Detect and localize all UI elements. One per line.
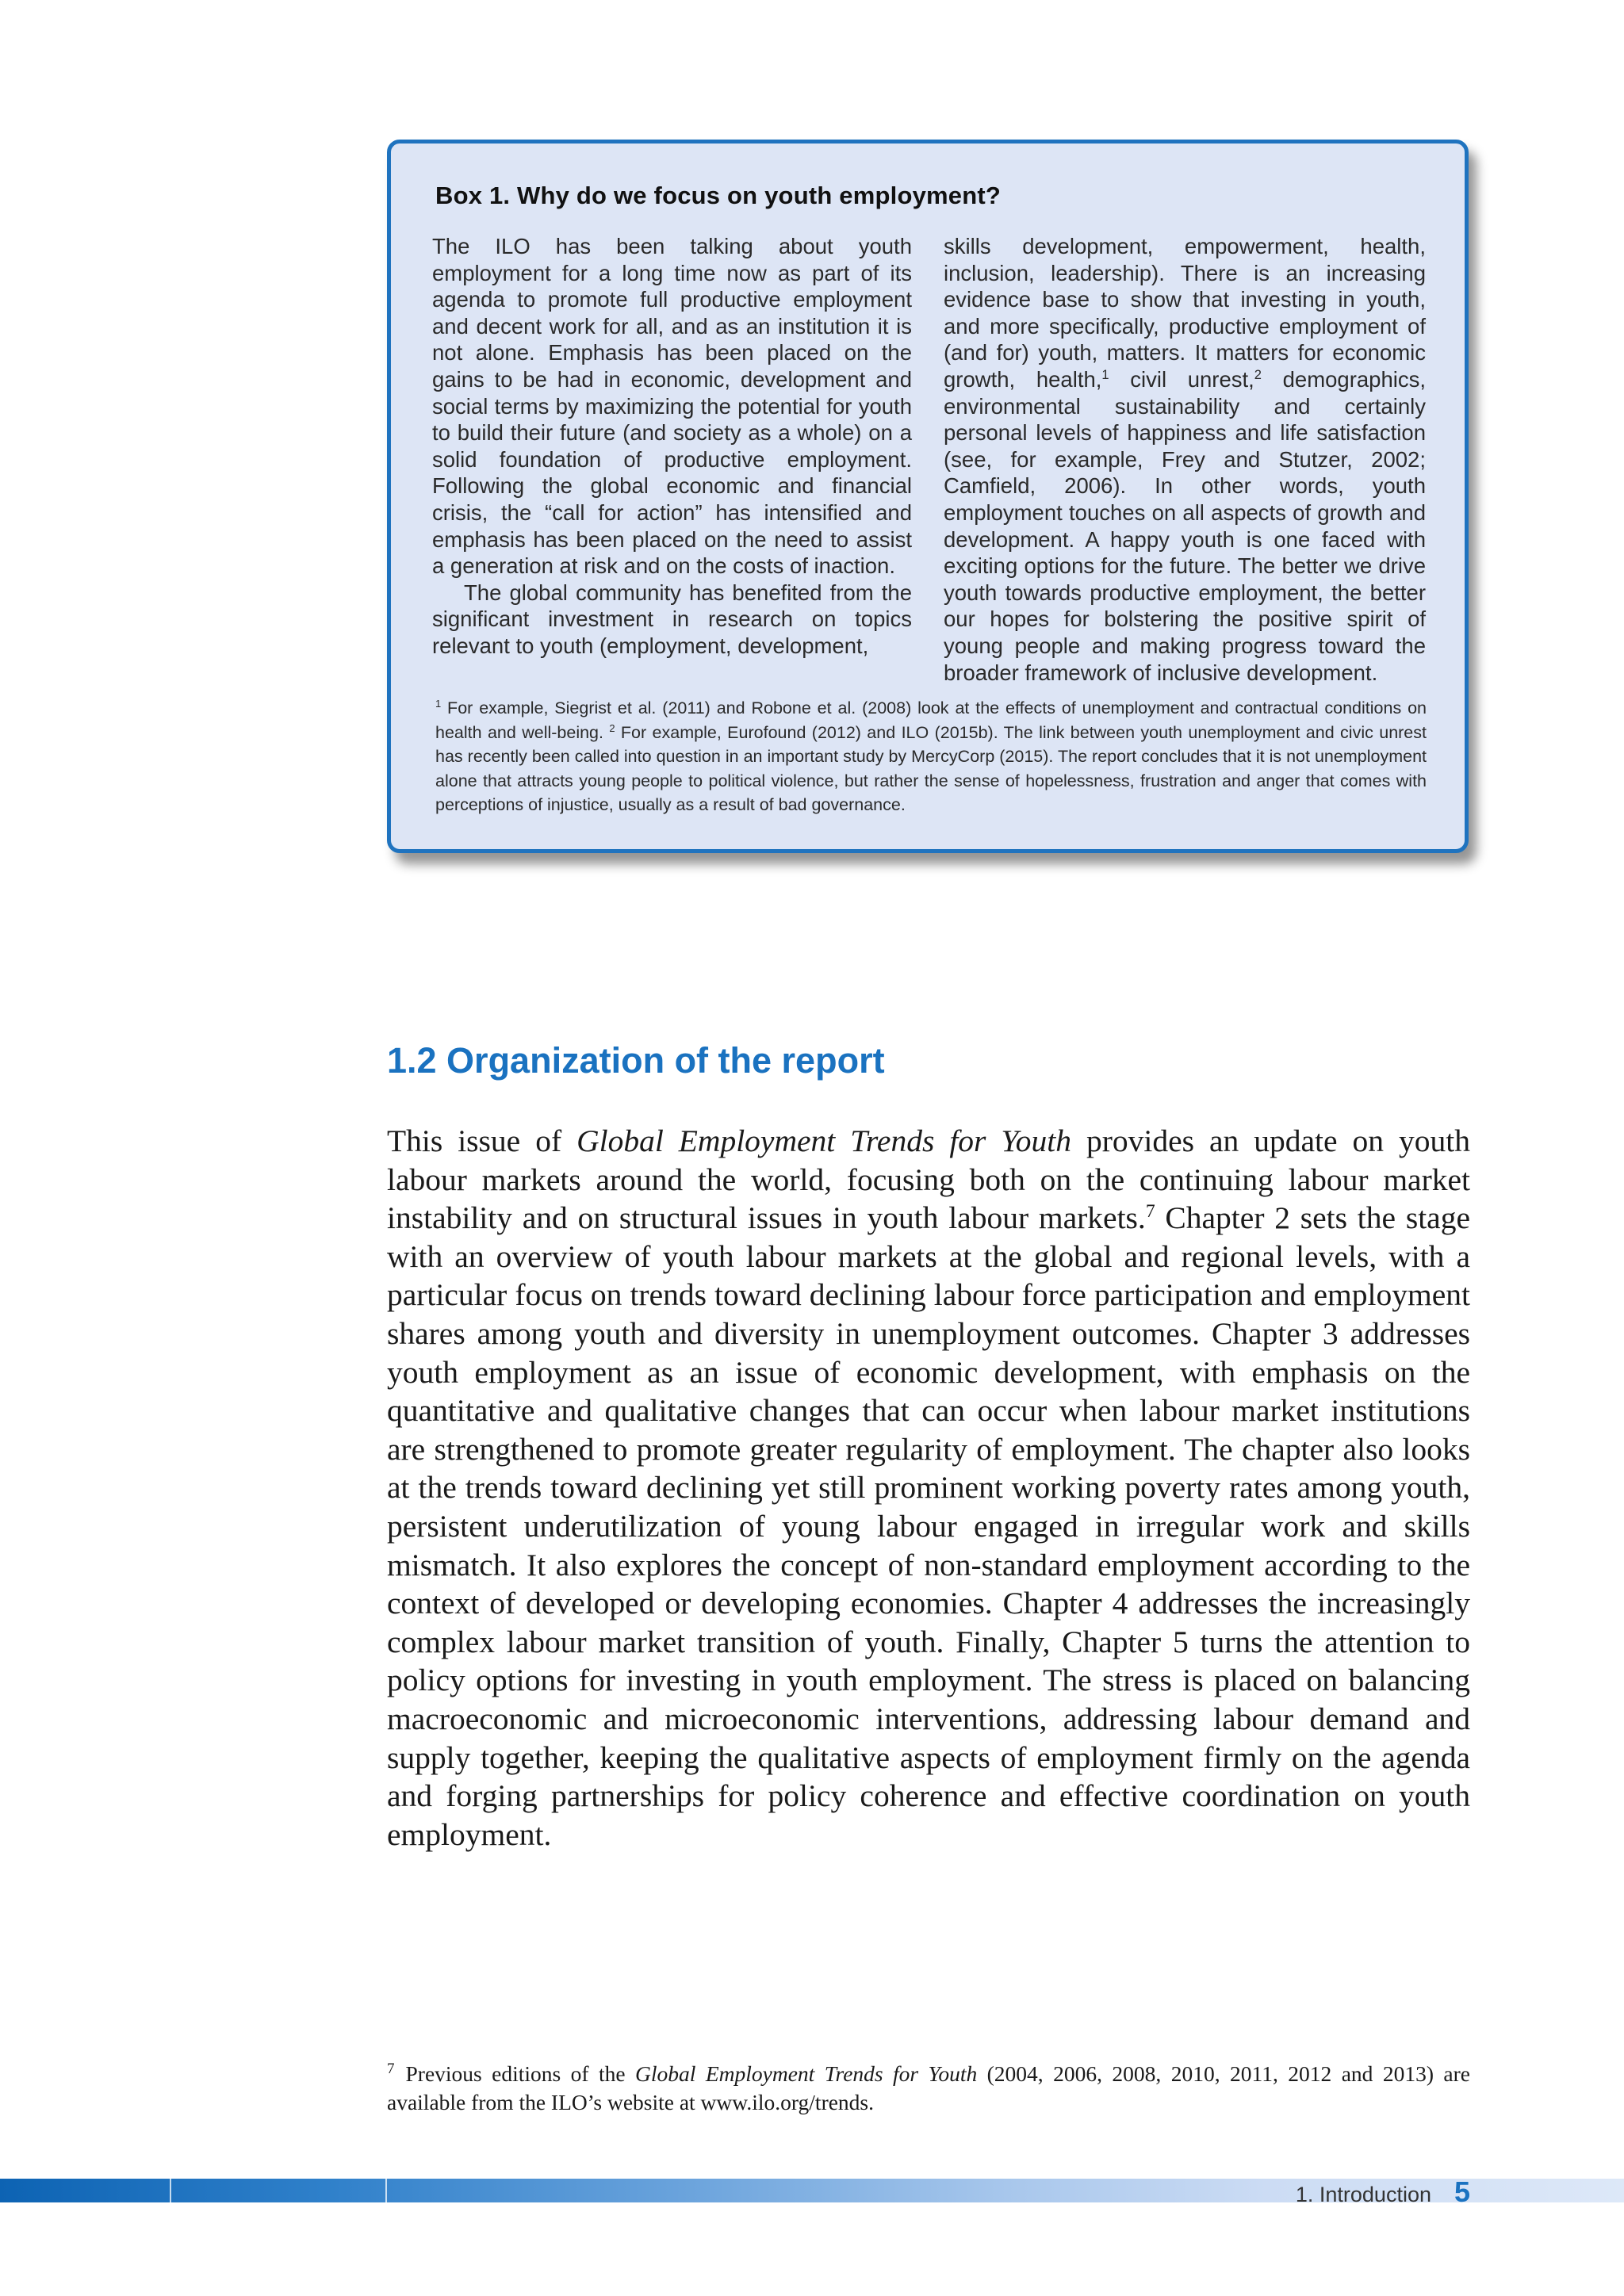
box-left-paragraph-2: The global community has benefited from the significant investment in research on topics relevant to youth (employment, development, <box>432 580 912 658</box>
chapter-label: 1. Introduction <box>1295 2183 1431 2206</box>
box-right-text-3: demographics, environmental sustainability and certainly personal levels of happiness and life satisfaction (see, for example, Frey and Stutzer, 2002; Camfield, 2006). In other words, youth employment touches on all aspects of growth and development. A happy youth is one faced with exciting options for the future. The better we drive youth towards productive employment, the better our hopes for bolstering the positive spirit of young people and making progress toward the broader framework of inclusive development. <box>944 366 1427 685</box>
box-right-column <box>944 233 1426 686</box>
footnote-text-start: Previous editions of the <box>405 2061 636 2086</box>
footnote-italic-title: Global Employment Trends for Youth <box>635 2061 978 2086</box>
box-footnotes <box>435 696 1427 817</box>
box-footnote-1: For example, Siegrist et al. (2011) and Robone et al. (2008) look at the effects of unemployment and contractual conditions on health and well-being. <box>435 698 1427 742</box>
box-footnote-mark-2: 2 <box>609 721 615 734</box>
body-text-start: This issue of <box>387 1123 577 1158</box>
footnote-ref-2: 2 <box>1254 367 1262 382</box>
box-footnote-mark-1: 1 <box>435 697 442 710</box>
box-left-paragraph-1: The ILO has been talking about youth employment for a long time now as part of its agenda to promote full productive employment and decent work for all, and as an institution it is not alone. Emphasis has been placed on the gains to be had in economic, development and social terms by maximizing the potential for youth to build their future (and society as a whole) on a solid foundation of productive employment. Following the global economic and financial crisis, the “call for action” has intensified and emphasis has been placed on the need to assist a generation at risk and on the costs of inaction. <box>432 234 912 579</box>
footer-band-divider <box>385 2179 387 2202</box>
footnote-mark-7: 7 <box>387 2060 395 2077</box>
footer-band-divider <box>170 2179 171 2202</box>
page-footnote <box>387 2060 1470 2117</box>
box-right-text-1: skills development, empowerment, health, inclusion, leadership). There is an increasing evidence base to show that investing in youth, and more specifically, productive employment of (and for) youth, matters. It matters for economic growth, health, <box>944 234 1426 392</box>
report-title-italic: Global Employment Trends for Youth <box>576 1123 1071 1158</box>
footnote-ref-1: 1 <box>1101 367 1109 382</box>
body-text-middle: provides an update on youth labour markets around the world, focusing both on the continuing labour market instability and on structural issues in youth labour markets. <box>387 1123 1470 1236</box>
section-body <box>387 1122 1470 1854</box>
box-left-column <box>432 233 912 660</box>
footnote-ref-7: 7 <box>1145 1201 1155 1223</box>
box-title: Box 1. Why do we focus on youth employment? <box>435 182 1002 209</box>
box-footnote-2: For example, Eurofound (2012) and ILO (2015b). The link between youth unemployment and civic unrest has recently been called into question in an important study by MercyCorp (2015). The report concludes that it is not unemployment alone that attracts young people to political violence, but rather the sense of hopelessness, frustration and anger that comes with perceptions of injustice, usually as a result of bad governance. <box>435 722 1427 814</box>
box-right-paragraph <box>944 233 1426 686</box>
box-right-text-2: civil unrest, <box>1109 366 1254 392</box>
footnote-text-end: (2004, 2006, 2008, 2010, 2011, 2012 and 2013) are available from the ILO’s website at www.ilo.org/trends. <box>387 2061 1470 2114</box>
page-number: 5 <box>1454 2175 1471 2208</box>
box-1 <box>387 140 1469 853</box>
body-text-end: Chapter 2 sets the stage with an overview of youth labour markets at the global and regional levels, with a particular focus on trends toward declining labour force participation and employment shares among youth and diversity in unemployment outcomes. Chapter 3 addresses youth employment as an issue of economic development, with emphasis on the quantitative and qualitative changes that can occur when labour market institutions are strengthened to promote greater regularity of employment. The chapter also looks at the trends toward declining yet still prominent working poverty rates among youth, persistent underutilization of young labour engaged in irregular work and skills mismatch. It also explores the concept of non-standard employment according to the context of developed or developing economies. Chapter 4 addresses the increasingly complex labour market transition of youth. Finally, Chapter 5 turns the attention to policy options for investing in youth employment. The stress is placed on balancing macroeconomic and microeconomic interventions, addressing labour demand and supply together, keeping the qualitative aspects of employment firmly on the agenda and forging partnerships for policy coherence and effective coordination on youth employment. <box>387 1200 1470 1852</box>
section-heading: 1.2 Organization of the report <box>387 1040 885 1081</box>
